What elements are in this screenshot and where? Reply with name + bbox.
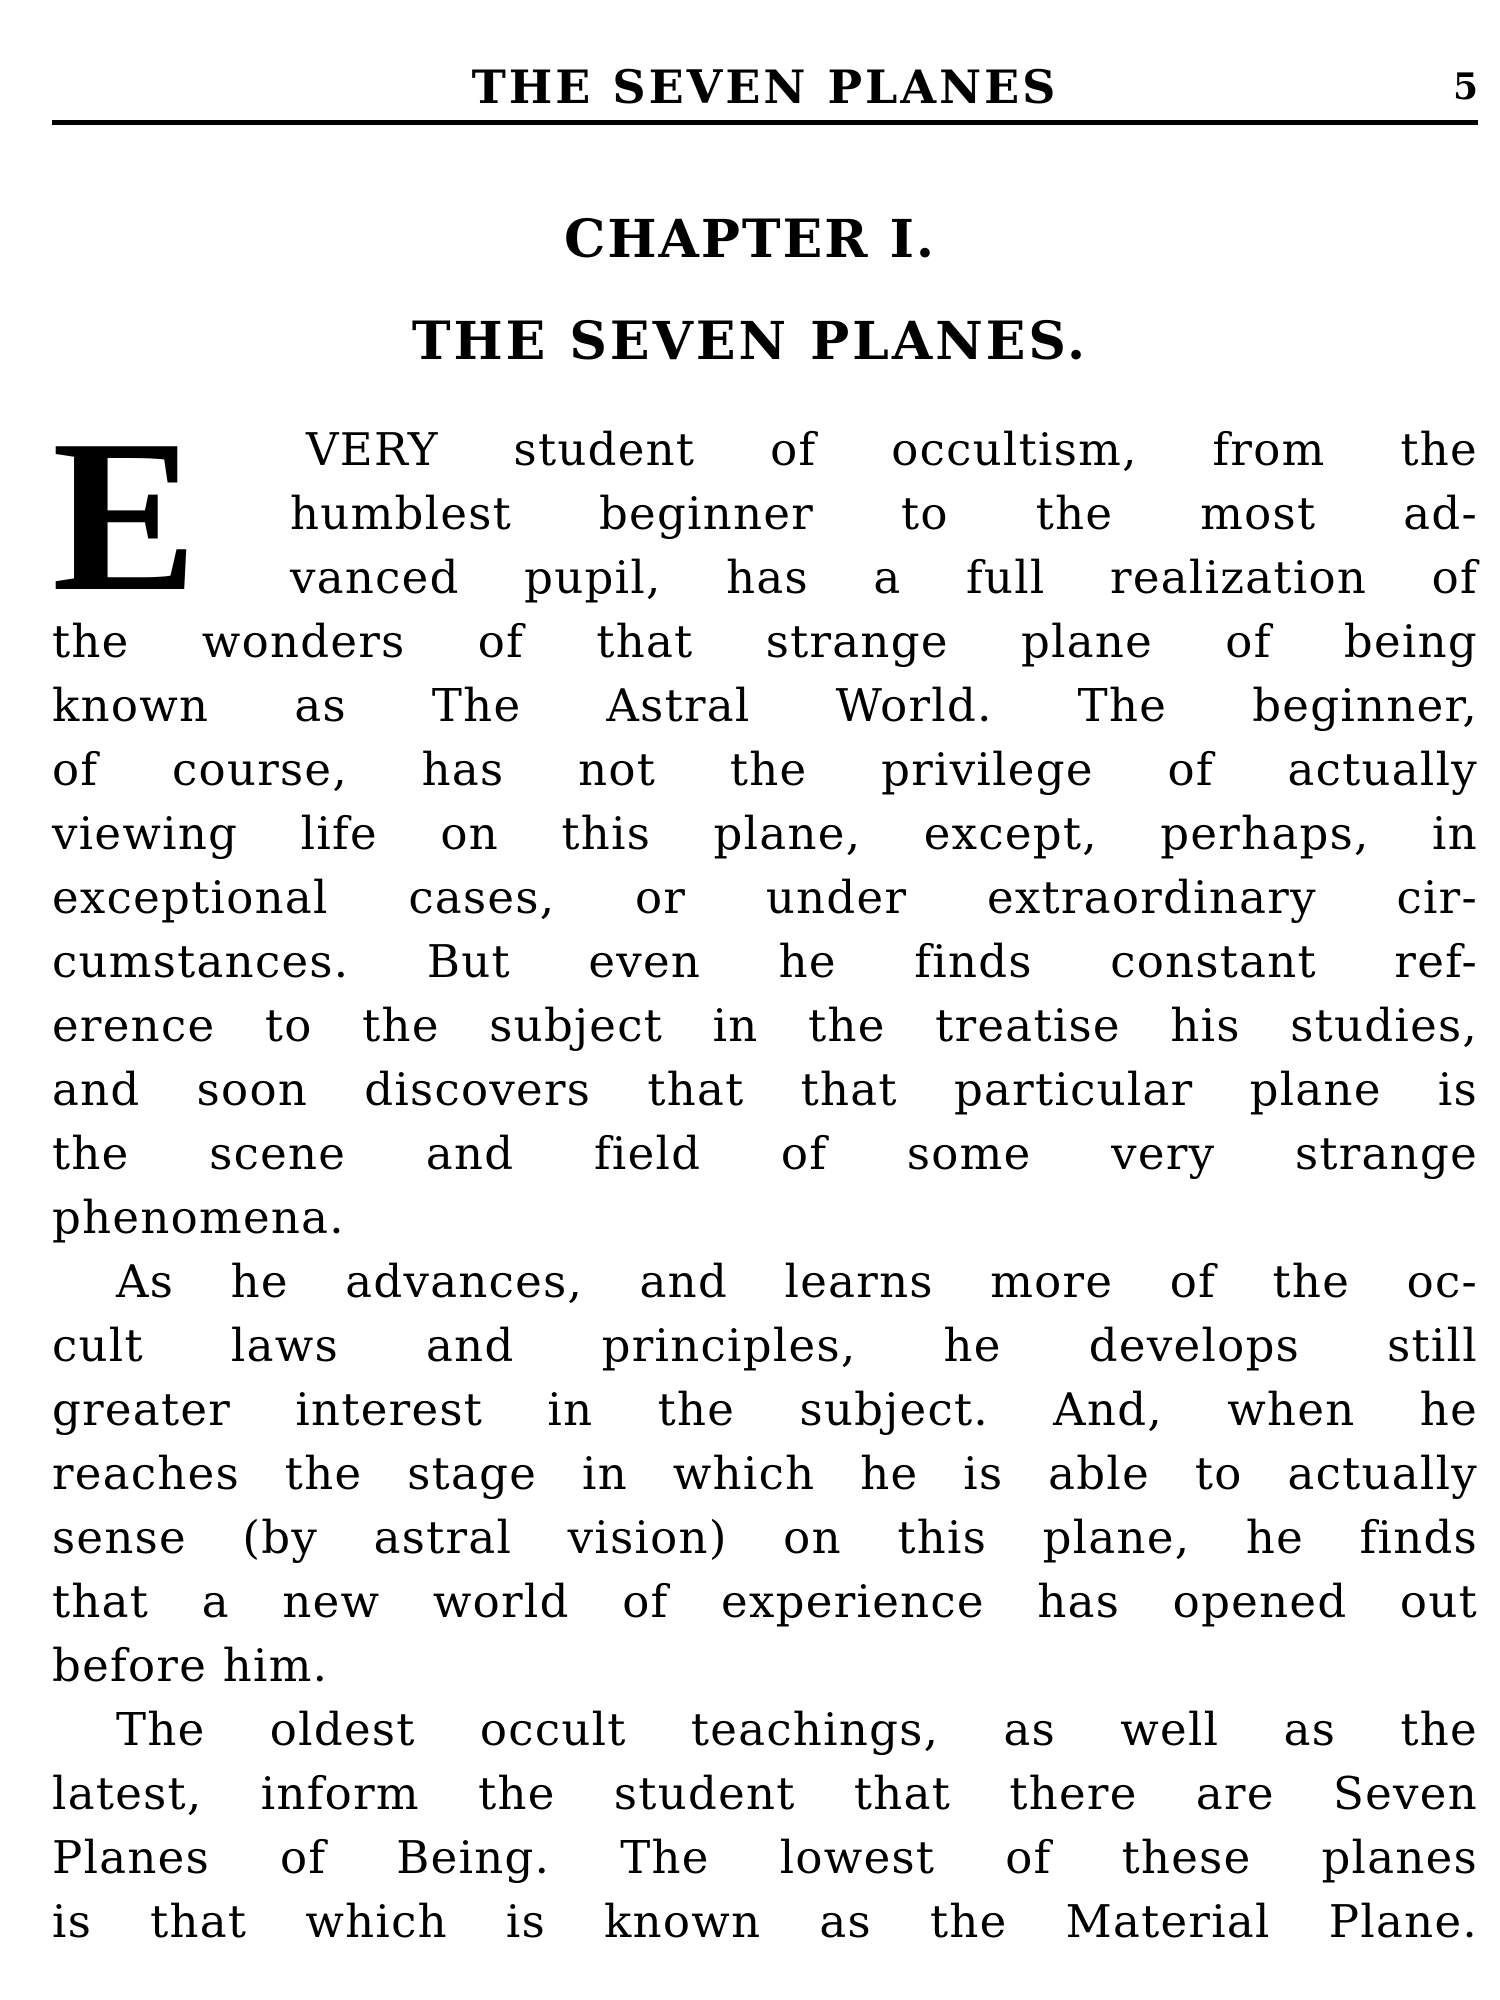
page-number: 5 <box>1452 66 1478 108</box>
running-head <box>52 62 1478 112</box>
text-line: the wonders of that strange plane of being <box>52 615 1478 668</box>
text-line: Planes of Being. The lowest of these planes <box>52 1831 1478 1884</box>
text-line: that a new world of experience has opened out <box>52 1575 1478 1628</box>
chapter-heading: CHAPTER I. <box>563 209 937 270</box>
text-line: is that which is known as the Material Plane. <box>52 1895 1478 1948</box>
text-line: vanced pupil, has a full realization of <box>290 551 1478 604</box>
text-line: phenomena. <box>52 1191 345 1244</box>
text-line: cult laws and principles, he develops still <box>52 1319 1478 1372</box>
text-line: erence to the subject in the treatise his studies, <box>52 999 1478 1052</box>
text-line: reaches the stage in which he is able to actually <box>52 1447 1478 1500</box>
running-title: THE SEVEN PLANES <box>471 60 1059 114</box>
paragraph-2 <box>52 1250 1478 1698</box>
text-line: sense (by astral vision) on this plane, he finds <box>52 1511 1478 1564</box>
text-line: of course, has not the privilege of actually <box>52 743 1478 796</box>
dropcap-block <box>52 396 1478 637</box>
text-line: cumstances. But even he finds constant ref- <box>52 935 1478 988</box>
paragraph-1 <box>52 610 1478 1250</box>
text-line: before him. <box>52 1639 329 1692</box>
text-line: exceptional cases, or under extraordinary cir- <box>52 871 1478 924</box>
text-line: viewing life on this plane, except, perhaps, in <box>52 807 1478 860</box>
text-line: the scene and field of some very strange <box>52 1127 1478 1180</box>
paragraph-3 <box>52 1698 1478 1954</box>
chapter-title: THE SEVEN PLANES. <box>411 311 1089 372</box>
text-line: known as The Astral World. The beginner, <box>52 679 1478 732</box>
header-rule <box>52 120 1478 125</box>
drop-cap-letter: E <box>52 396 199 637</box>
text-line: greater interest in the subject. And, when he <box>52 1383 1478 1436</box>
text-line: humblest beginner to the most ad- <box>290 487 1478 540</box>
text-line: latest, inform the student that there are Seven <box>52 1767 1478 1820</box>
text-line: and soon discovers that that particular plane is <box>52 1063 1478 1116</box>
dropcap-lines <box>230 418 1478 610</box>
text-line: VERY student of occultism, from the <box>306 423 1478 476</box>
text-line: As he advances, and learns more of the oc- <box>116 1255 1478 1308</box>
body-text <box>52 396 1478 1954</box>
text-line: The oldest occult teachings, as well as the <box>116 1703 1478 1756</box>
